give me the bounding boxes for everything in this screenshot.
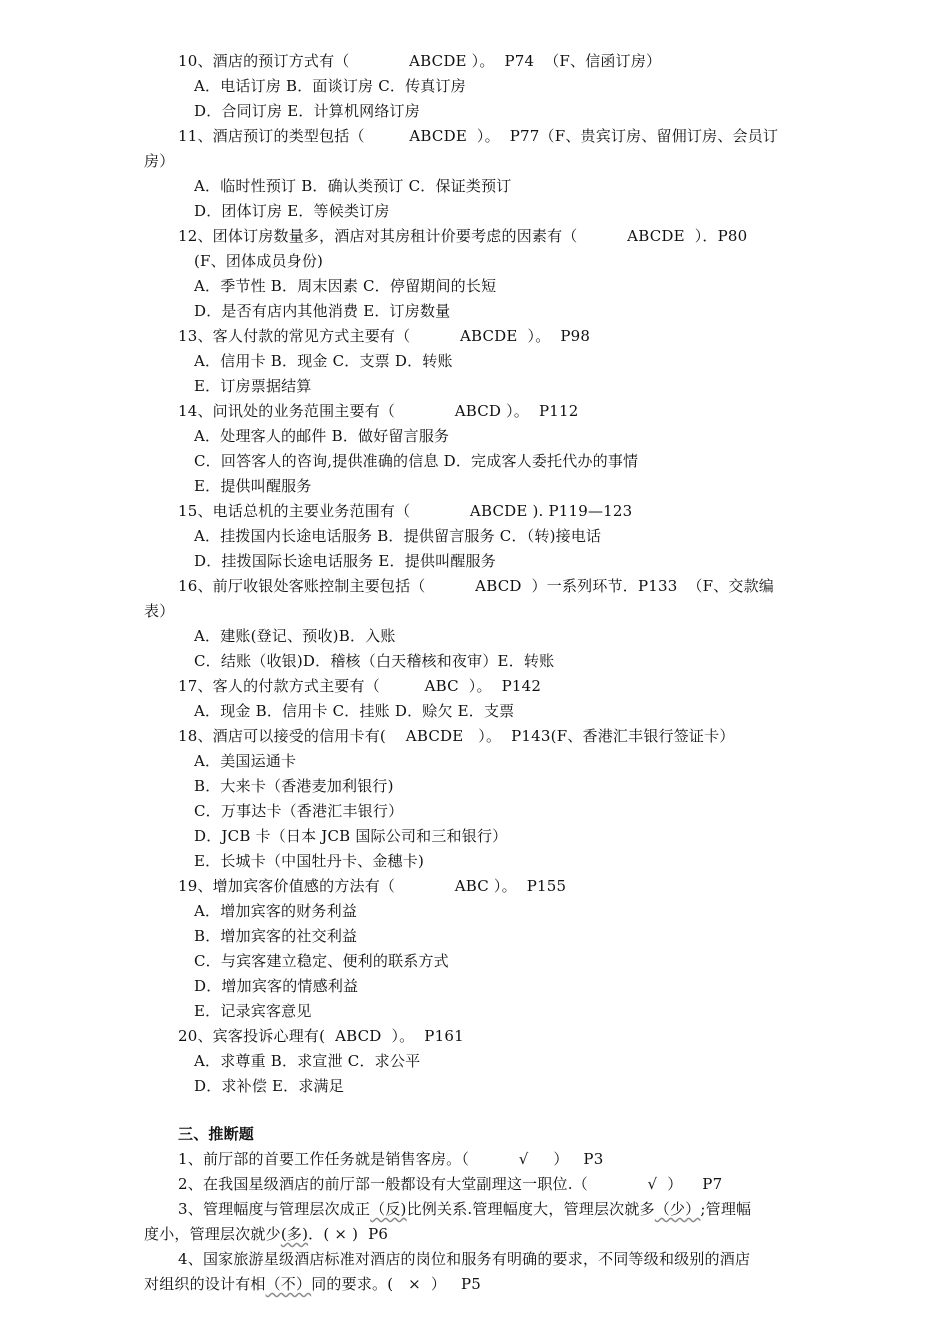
question-12: 12、团体订房数量多，酒店对其房租计价要考虑的因素有（ ABCDE ）．P80 (178, 227, 748, 245)
option-line: A．信用卡 B．现金 C．支票 D．转账 (194, 352, 453, 370)
option-line: A．挂拨国内长途电话服务 B．提供留言服务 C．（转)接电话 (194, 527, 602, 545)
option-line: A．求尊重 B．求宣泄 C．求公平 (194, 1052, 421, 1070)
text-run: 对组织的设计有相 (144, 1275, 266, 1293)
correction-mark: （不） (265, 1275, 312, 1293)
question-17: 17、客人的付款方式主要有（ ABC ）。 P142 (178, 677, 542, 695)
option-line: D．求补偿 E．求满足 (194, 1077, 344, 1095)
judge-question-3-wrap (144, 1224, 388, 1244)
judge-question-4: 4、国家旅游星级酒店标准对酒店的岗位和服务有明确的要求，不同等级和级别的酒店 (178, 1250, 751, 1268)
option-line: A．季节性 B．周末因素 C．停留期间的长短 (194, 277, 497, 295)
question-20: 20、宾客投诉心理有( ABCD ）。 P161 (178, 1027, 464, 1045)
question-13: 13、客人付款的常见方式主要有（ ABCDE ）。 P98 (178, 327, 591, 345)
question-18: 18、酒店可以接受的信用卡有( ABCDE ）。 P143(F、香港汇丰银行签证卡） (178, 727, 735, 745)
option-line: E．记录宾客意见 (194, 1002, 312, 1020)
question-16: 16、前厅收银处客账控制主要包括（ ABCD ）一系列环节．P133 （F、交款编 (178, 577, 775, 595)
question-14: 14、问讯处的业务范围主要有（ ABCD ）。 P112 (178, 402, 579, 420)
option-line: A．建账(登记、预收)B．入账 (194, 627, 396, 645)
question-11-wrap: 房） (144, 152, 175, 170)
option-line: A．增加宾客的财务利益 (194, 902, 358, 920)
question-19: 19、增加宾客价值感的方法有（ ABC ）。 P155 (178, 877, 567, 895)
option-line: D．JCB 卡（日本 JCB 国际公司和三和银行） (194, 827, 508, 845)
question-11: 11、酒店预订的类型包括（ ABCDE ）。 P77（F、贵宾订房、留佣订房、会员订 (178, 127, 779, 145)
option-line: E．订房票据结算 (194, 377, 312, 395)
option-line: A．电话订房 B．面谈订房 C．传真订房 (194, 77, 466, 95)
judge-question-2: 2、在我国星级酒店的前厅部一般都设有大堂副理这一职位.（ √ ） P7 (178, 1175, 723, 1193)
correction-mark: (多) (280, 1225, 309, 1243)
option-line: D．团体订房 E．等候类订房 (194, 202, 390, 220)
option-line: C．结账（收银)D．稽核（白天稽核和夜审）E．转账 (194, 652, 555, 670)
question-15: 15、电话总机的主要业务范围有（ ABCDE ). P119—123 (178, 502, 633, 520)
text-run: ．( × ) P6 (308, 1225, 389, 1243)
question-16-wrap: 表） (144, 602, 175, 620)
option-line: B．增加宾客的社交利益 (194, 927, 358, 945)
text-run: 同的要求。( × ） P5 (311, 1275, 482, 1293)
judge-question-4-wrap (144, 1274, 481, 1294)
question-12-note: (F、团体成员身份) (194, 252, 324, 270)
text-run: 比例关系.管理幅度大，管理层次就多 (406, 1200, 655, 1218)
option-line: B．大来卡（香港麦加利银行) (194, 777, 394, 795)
option-line: A．处理客人的邮件 B．做好留言服务 (194, 427, 450, 445)
option-line: C．回答客人的咨询,提供准确的信息 D．完成客人委托代办的事情 (194, 452, 639, 470)
option-line: C．与宾客建立稳定、便利的联系方式 (194, 952, 449, 970)
option-line: D．合同订房 E．计算机网络订房 (194, 102, 420, 120)
option-line: A．临时性预订 B．确认类预订 C．保证类预订 (194, 177, 512, 195)
option-line: E．长城卡（中国牡丹卡、金穗卡) (194, 852, 425, 870)
text-run: 3、管理幅度与管理层次成正 (178, 1200, 371, 1218)
text-run: 度小，管理层次就少 (144, 1225, 281, 1243)
option-line: C．万事达卡（香港汇丰银行） (194, 802, 404, 820)
section-title: 三、推断题 (178, 1125, 255, 1143)
option-line: D．挂拨国际长途电话服务 E．提供叫醒服务 (194, 552, 496, 570)
option-line: D．是否有店内其他消费 E．订房数量 (194, 302, 451, 320)
judge-question-3 (178, 1199, 751, 1219)
option-line: E．提供叫醒服务 (194, 477, 312, 495)
correction-mark: （反) (370, 1200, 407, 1218)
correction-mark: （少） (654, 1200, 701, 1218)
question-10: 10、酒店的预订方式有（ ABCDE ）。 P74 （F、信函订房） (178, 52, 662, 70)
option-line: A．现金 B．信用卡 C．挂账 D．赊欠 E．支票 (194, 702, 515, 720)
judge-question-1: 1、前厅部的首要工作任务就是销售客房。（ √ ） P3 (178, 1150, 604, 1168)
option-line: A．美国运通卡 (194, 752, 297, 770)
option-line: D．增加宾客的情感利益 (194, 977, 359, 995)
text-run: ;管理幅 (700, 1200, 752, 1218)
